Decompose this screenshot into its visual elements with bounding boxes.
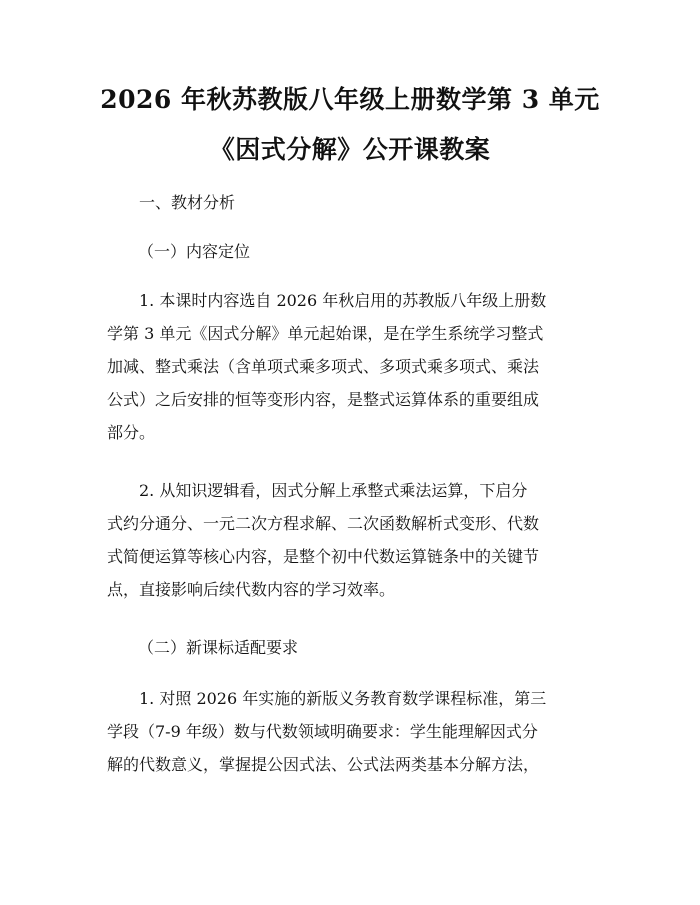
subsection-heading-content-positioning: （一）内容定位: [138, 242, 251, 261]
text-line: 学段（7-9 年级）数与代数领域明确要求：学生能理解因式分: [107, 722, 538, 741]
document-title-line-1: 2026 年秋苏教版八年级上册数学第 3 单元: [100, 85, 600, 114]
text-line: 点，直接影响后续代数内容的学习效率。: [107, 580, 396, 599]
text-line: 1. 对照 2026 年实施的新版义务教育数学课程标准，第三: [139, 689, 547, 708]
subsection-heading-curriculum-requirements: （二）新课标适配要求: [138, 638, 299, 657]
text-line: 式约分通分、一元二次方程求解、二次函数解析式变形、代数: [107, 514, 540, 533]
text-line: 1. 本课时内容选自 2026 年秋启用的苏教版八年级上册数: [139, 291, 547, 310]
paragraph-content-positioning-2: [107, 474, 607, 606]
text-line: 解的代数意义，掌握提公因式法、公式法两类基本分解方法，: [107, 755, 540, 774]
text-line: 加减、整式乘法（含单项式乘多项式、多项式乘多项式、乘法: [107, 357, 540, 376]
paragraph-content-positioning-1: [107, 284, 607, 449]
paragraph-curriculum-requirements-1: [107, 682, 607, 781]
document-title-line-2: 《因式分解》公开课教案: [209, 135, 491, 164]
text-line: 公式）之后安排的恒等变形内容，是整式运算体系的重要组成: [107, 390, 540, 409]
text-line: 2. 从知识逻辑看，因式分解上承整式乘法运算，下启分: [139, 481, 528, 500]
text-line: 式简便运算等核心内容，是整个初中代数运算链条中的关键节: [107, 547, 540, 566]
text-line: 学第 3 单元《因式分解》单元起始课，是在学生系统学习整式: [107, 324, 544, 343]
text-line: 部分。: [107, 423, 156, 442]
section-heading-textbook-analysis: 一、教材分析: [139, 193, 236, 212]
